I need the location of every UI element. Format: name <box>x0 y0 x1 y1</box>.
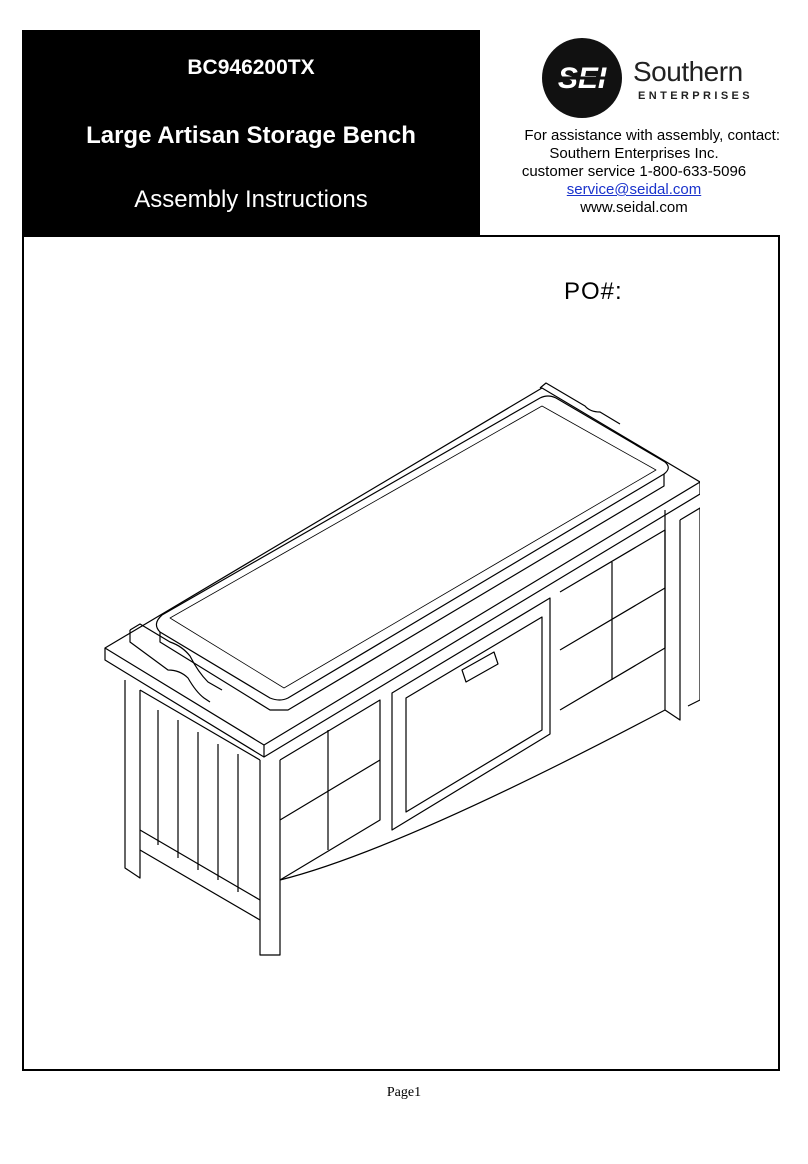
contact-website: www.seidal.com <box>580 199 688 216</box>
contact-phone: customer service 1-800-633-5096 <box>521 163 747 180</box>
company-logo <box>542 38 772 118</box>
contact-intro: For assistance with assembly, contact: <box>524 127 780 144</box>
logo-mark-text: SEI <box>557 62 607 95</box>
storage-bench-drawing <box>100 380 700 960</box>
po-number-label: PO#: <box>564 278 623 305</box>
page-number: Page1 <box>386 1085 422 1100</box>
brand-subtitle: ENTERPRISES <box>638 90 754 102</box>
contact-company: Southern Enterprises Inc. <box>549 145 719 162</box>
product-name: Large Artisan Storage Bench <box>86 122 416 149</box>
contact-block <box>488 127 780 217</box>
model-number: BC946200TX <box>187 56 315 79</box>
document-type: Assembly Instructions <box>134 186 368 213</box>
brand-name: Southern <box>633 56 743 87</box>
sei-logo-icon <box>542 38 622 118</box>
contact-email-link[interactable]: service@seidal.com <box>566 181 702 198</box>
title-block <box>22 30 480 235</box>
